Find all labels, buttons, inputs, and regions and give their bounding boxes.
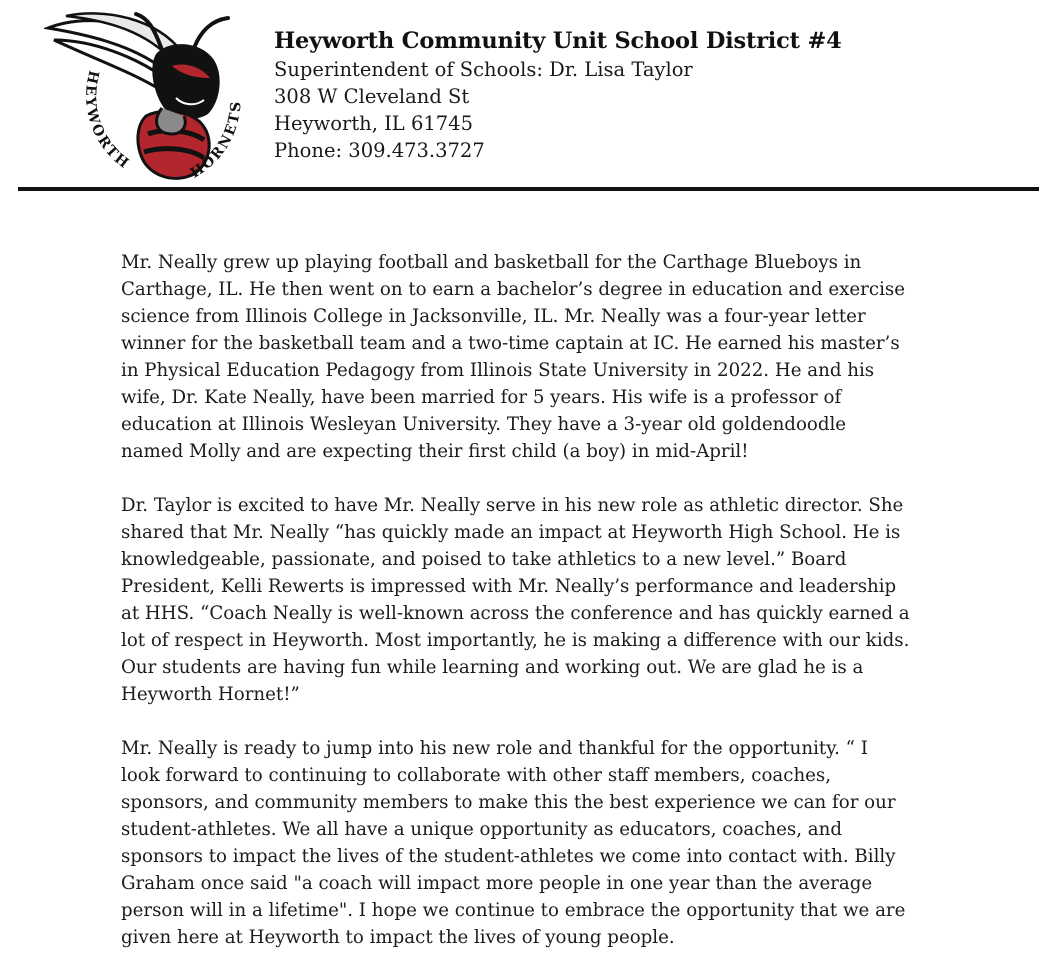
text-line: person will in a lifetime". I hope we continue to embrace the opportunity that we are	[121, 900, 906, 921]
logo-ring-text-right: HORNETS	[187, 99, 245, 182]
text-line: given here at Heyworth to impact the lives of young people.	[121, 927, 675, 948]
district-name: Heyworth Community Unit School District #4	[274, 28, 842, 54]
text-line: President, Kelli Rewerts is impressed with Mr. Neally’s performance and leadership	[121, 576, 897, 597]
address-line-1: 308 W Cleveland St	[274, 85, 470, 108]
letter-body	[121, 249, 1001, 978]
text-line: Carthage, IL. He then went on to earn a bachelor’s degree in education and exercise	[121, 279, 905, 300]
paragraph-bio	[121, 249, 1001, 465]
text-line: Mr. Neally is ready to jump into his new role and thankful for the opportunity. “ I	[121, 738, 868, 759]
text-line: wife, Dr. Kate Neally, have been married for 5 years. His wife is a professor of	[121, 387, 842, 408]
text-line: lot of respect in Heyworth. Most importantly, he is making a difference with our kids.	[121, 630, 910, 651]
superintendent-line: Superintendent of Schools: Dr. Lisa Taylor	[274, 58, 693, 81]
phone-line: Phone: 309.473.3727	[274, 139, 485, 162]
letterhead	[274, 26, 842, 164]
text-line: knowledgeable, passionate, and poised to take athletics to a new level.” Board	[121, 549, 847, 570]
paragraph-quote	[121, 735, 1001, 951]
text-line: winner for the basketball team and a two-time captain at IC. He earned his master’s	[121, 333, 900, 354]
hornets-logo	[44, 10, 250, 184]
text-line: sponsors to impact the lives of the student-athletes we come into contact with. Billy	[121, 846, 896, 867]
text-line: shared that Mr. Neally “has quickly made an impact at Heyworth High School. He is	[121, 522, 901, 543]
header-divider	[18, 187, 1039, 191]
text-line: Graham once said "a coach will impact more people in one year than the average	[121, 873, 873, 894]
text-line: at HHS. “Coach Neally is well-known across the conference and has quickly earned a	[121, 603, 910, 624]
address-line-2: Heyworth, IL 61745	[274, 112, 473, 135]
text-line: Mr. Neally grew up playing football and basketball for the Carthage Blueboys in	[121, 252, 862, 273]
text-line: student-athletes. We all have a unique opportunity as educators, coaches, and	[121, 819, 842, 840]
logo-ring-text-left: HEYWORTH	[81, 68, 133, 173]
text-line: education at Illinois Wesleyan University. They have a 3-year old goldendoodle	[121, 414, 847, 435]
text-line: named Molly and are expecting their first child (a boy) in mid-April!	[121, 441, 749, 462]
text-line: Heyworth Hornet!”	[121, 684, 300, 705]
text-line: Dr. Taylor is excited to have Mr. Neally serve in his new role as athletic director. She	[121, 495, 904, 516]
text-line: Our students are having fun while learning and working out. We are glad he is a	[121, 657, 864, 678]
paragraph-endorsements	[121, 492, 1001, 708]
text-line: science from Illinois College in Jacksonville, IL. Mr. Neally was a four-year letter	[121, 306, 866, 327]
text-line: sponsors, and community members to make this the best experience we can for our	[121, 792, 896, 813]
text-line: in Physical Education Pedagogy from Illinois State University in 2022. He and his	[121, 360, 875, 381]
svg-text:HEYWORTH	[82, 69, 133, 173]
hornet-mascot-icon	[44, 10, 250, 184]
text-line: look forward to continuing to collaborate with other staff members, coaches,	[121, 765, 832, 786]
